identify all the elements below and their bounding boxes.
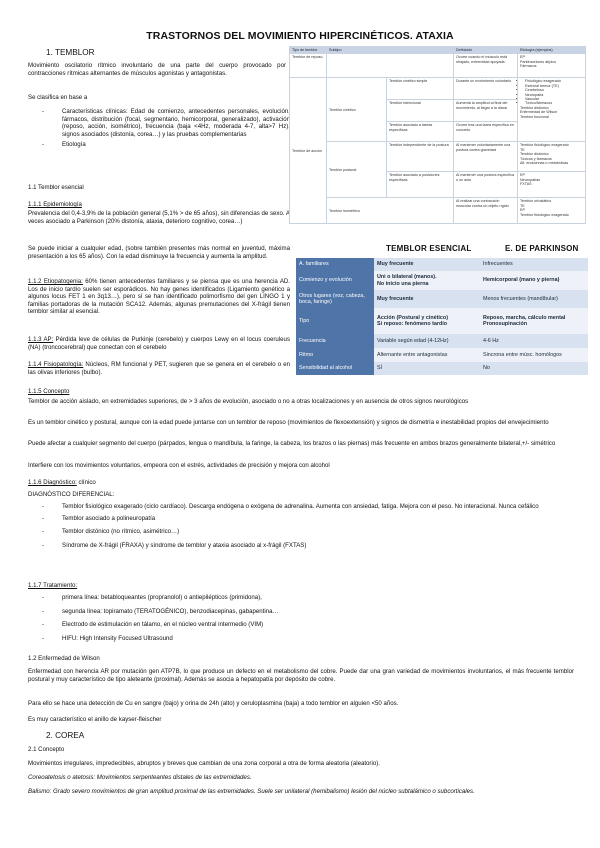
essential-vs-parkinson-table	[296, 258, 588, 375]
classify-item-clinical: - Características clínicas: Edad de comienzo, antecedentes personales, evolución, fármacos, distribución (focal, segmentario, hemicorporal, generalizado), activación (reposo, acción, isométrico), frecuencia (baja <4Hz, moderada 4-7, alta>7 Hz), signos asociados (distonía, corea…) y las pruebas complementarias	[28, 108, 290, 138]
table-cell: Ocurre tras una tarea específica en concreto	[454, 122, 518, 142]
compare-essential-cell: Muy frecuente	[374, 290, 480, 308]
tremor-intro: Movimiento oscilatorio rítmico involuntario de una parte del cuerpo provocado por contracciones rítmicas alternantes de músculos agonistas y antagonistas.	[28, 62, 286, 77]
sub-heading-essential: 1.1 Temblor esencial	[28, 184, 84, 191]
diag-text: clínico	[78, 479, 96, 486]
table-cell: Temblor asociado a tareas específicas	[387, 122, 454, 142]
treat-item: - primera línea: betabloqueantes (propranolol) o antiepilépticos (primidona),	[28, 594, 574, 602]
compare-parkinson-cell: Hemicorporal (mano y pierna)	[480, 271, 588, 290]
table-cell: Temblor de reposo	[290, 54, 327, 78]
classify-item-etiology: - Etiología	[28, 141, 290, 149]
concept-3: Puede afectar a cualquier segmento del cuerpo (párpados, lengua o mandíbula, la faringe, la cabeza, los brazos o las piernas) más frecuente en ambos brazos generalmente bilateral,+/- simétrico	[28, 440, 556, 447]
table-row	[296, 362, 588, 375]
compare-parkinson-cell: Infrecuentes	[480, 258, 588, 271]
concept-2: Es un temblor cinético y postural, aunque con la edad puede juntarse con un temblor de reposo (movimientos de flexoextensión) y signos de dismetría e inestabilidad propios del envejecimiento	[28, 419, 549, 426]
list-item: • Cerebeloso	[525, 88, 583, 92]
table-cell	[518, 78, 586, 142]
epi-text: Prevalencia del 0,4-3,9% de la población general (5,1% > de 65 años), sin diferencias de sexo. A veces asociado a Parkinson (20% distonía, ataxia, deterioro cognitivo, corea…)	[28, 210, 290, 225]
section-2-heading: 2. COREA	[46, 731, 85, 740]
etio-list	[520, 79, 583, 105]
list-item: Temblor distónico	[520, 105, 549, 110]
table-header-cell: Etiología (ejemplos)	[518, 47, 586, 54]
table-cell: Temblor cinético	[327, 78, 387, 142]
diff-item: - Síndrome de X-frágil (FRAXA) y síndrome de temblor y ataxia asociado al x-frágil (FXTAS)	[28, 542, 574, 550]
table-cell: Al mantener voluntariamente una postura contra gravedad	[454, 142, 518, 172]
treat-label: 1.1.7 Tratamiento:	[28, 582, 78, 589]
table-cell	[327, 54, 454, 78]
table-row	[290, 198, 586, 224]
table-header-cell: Subtipo	[327, 47, 454, 54]
corea-p1: Movimientos irregulares, impredecibles, abruptos y breves que cambian de una zona corporal a otra de forma aleatoria (aleatorio).	[28, 760, 380, 767]
compare-parkinson-cell: Menos frecuentes (mandíbular)	[480, 290, 588, 308]
corea-p2: Coreoatetosis o atetosis: Movimientos serpenteantes distales de las extremidades.	[28, 774, 252, 781]
table-row	[290, 142, 586, 172]
compare-essential-cell: Uni o bilateral (manos). No inicio una pierna	[374, 271, 480, 290]
list-item: • Tóxico/fármacos	[525, 101, 583, 105]
table-cell: Al realizar una contracción muscular contra un objeto rígido	[454, 198, 518, 224]
table-cell: Temblor postural	[327, 142, 387, 198]
treat-item: - HIFU: High Intensity Focused Ultrasound	[28, 635, 574, 643]
table-cell: Temblor cinético simple	[387, 78, 454, 100]
compare-row-label: Tipo	[296, 308, 374, 334]
table-header-row	[290, 47, 586, 54]
compare-parkinson-cell: Sincrona entre músc. homólogos	[480, 348, 588, 362]
diff-list	[28, 503, 574, 549]
compare-parkinson-cell: Reposo, marcha, cálculo mental Pronosupinación	[480, 308, 588, 334]
compare-row-label: Ritmo	[296, 348, 374, 362]
table-cell: EP Neuropatías FXTAS	[518, 172, 586, 198]
compare-col1-header: TEMBLOR ESENCIAL	[386, 244, 472, 253]
table-cell: Temblor ortostático TE EP Temblor fisiológico exagerado	[518, 198, 586, 224]
diff-label: DIAGNÓSTICO DIFERENCIAL:	[28, 491, 115, 498]
wilson-3: Es muy característico el anillo de kayser-fleischer	[28, 716, 162, 723]
compare-essential-cell: Muy frecuente	[374, 258, 480, 271]
diag-block	[28, 479, 96, 487]
wilson-1: Enfermedad con herencia AR por mutación gen ATP7B, lo que produce un defecto en el metabolismo del cobre. Puede dar una gran variedad de movimientos involuntarios, el más frecuente temblor postural y muy característico de tipo aleteante (proximal). Además se asocia a hepatopatía por depósito de cobre.	[28, 668, 574, 683]
compare-row-label: Otros lugares (voz, cabeza, boca, faringe)	[296, 290, 374, 308]
list-item: Temblor funcional	[520, 114, 549, 119]
compare-parkinson-cell: 4-6 Hz	[480, 334, 588, 348]
section-1-heading: 1. TEMBLOR	[46, 48, 95, 57]
table-cell: Aumenta la amplitud al final del movimiento, al llegar a la diana	[454, 100, 518, 122]
table-cell: Al mantener una postura específica o un acto	[454, 172, 518, 198]
table-cell: Temblor asociado a posiciones específicas	[387, 172, 454, 198]
tremor-classification-table	[289, 46, 586, 224]
diff-item: - Temblor asociado a polineuropatía	[28, 515, 574, 523]
table-cell: Ocurre cuando el músculo está relajado, extremidad apoyada	[454, 54, 518, 78]
compare-body	[296, 258, 588, 375]
corea-p3: Balismo: Grado severo movimientos de gran amplitud proximal de las extremidades. Suele ser unilateral (hemibalismo) lesión del núcleo subtalámico o subcorticales.	[28, 788, 475, 795]
table-row	[296, 290, 588, 308]
table-cell: Temblor fisiológico exagerado TE Temblor distónico Tóxicos y fármacos Alt. endocrinas o metabólicas	[518, 142, 586, 172]
neuro-label: 1.1.4 Fisiopatología:	[28, 361, 84, 368]
compare-row-label: A. familiares	[296, 258, 374, 271]
compare-col2-header: E. DE PARKINSON	[505, 244, 579, 253]
ap-block	[28, 336, 290, 351]
concept-1: Temblor de acción aislado, en extremidades superiores, de > 3 años de evolución, asociado o no a otras localizaciones y en ausencia de otros signos neurológicos	[28, 398, 469, 405]
table-row	[296, 348, 588, 362]
table-cell: Temblor intencional	[387, 100, 454, 122]
compare-parkinson-cell: No	[480, 362, 588, 375]
compare-row-label: Frecuencia	[296, 334, 374, 348]
list-item: • Vascular	[525, 97, 583, 101]
neuro-block	[28, 361, 290, 376]
ap-text: Pérdida leve de células de Purkinje (cerebelo) y cuerpos Lewy en el locus coeruleus (NA) (troncocerebral) que conectan con el cerebelo	[28, 336, 290, 351]
list-item: • Fisiológico exagerado	[525, 79, 583, 83]
ap-label: 1.1.3 AP:	[28, 336, 54, 343]
table-cell: Temblor isométrico	[327, 198, 454, 224]
list-item: Enfermedad de Wilson	[520, 110, 558, 115]
table-cell: EP Parkinsonismo atípico Fármacos	[518, 54, 586, 78]
wilson-label: 1.2 Enfermedad de Wilson	[28, 655, 100, 662]
concept-label: 1.1.5 Concepto	[28, 388, 70, 395]
table-cell: Temblor de acción	[290, 78, 327, 224]
compare-essential-cell: Alternante entre antagonistas	[374, 348, 480, 362]
compare-row-label: Sensibilidad al alcohol	[296, 362, 374, 375]
treat-list	[28, 594, 574, 642]
table-row	[290, 54, 586, 78]
list-item: • Esencial tremor (TE)	[525, 84, 583, 88]
list-item: • Neuropatía	[525, 93, 583, 97]
diff-item: - Temblor fisiológico exagerado (ciclo cardíaco). Descarga endógena o exógena de adrenalina. Aumenta con ansiedad, fatiga. Mejora con el peso. No interacional. Nunca cefálico	[28, 503, 574, 511]
compare-essential-cell: Variable según edad (4-12Hz)	[374, 334, 480, 348]
diff-item: - Temblor distónico (no rítmico, asimétrico…)	[28, 528, 574, 536]
treat-item: - segunda línea: topiramato (TERATOGÉNICO), benzodiacepinas, gabapentina…	[28, 608, 574, 616]
compare-essential-cell: Acción (Postural y cinético) Si reposo: fenómeno tardío	[374, 308, 480, 334]
table-row	[296, 334, 588, 348]
wilson-2: Para ello se hace una detección de Cu en sangre (bajo) y orina de 24h (alto) y ceruloplasmina (baja) a todo temblor en alguien <50 años.	[28, 700, 399, 707]
epi-label: 1.1.1 Epidemiología	[28, 201, 82, 208]
compare-essential-cell: SÍ	[374, 362, 480, 375]
table-row	[296, 258, 588, 271]
concept-4: Interfiere con los movimientos voluntarios, empeora con el estrés, actividades de precisión y mejora con alcohol	[28, 462, 330, 469]
classify-line: Se clasifica en base a	[28, 94, 88, 101]
corea-subheading: 2.1 Concepto	[28, 746, 65, 753]
table-row	[296, 308, 588, 334]
table-header-cell: Tipo de temblor	[290, 47, 327, 54]
compare-row-label: Comienzo y evolución	[296, 271, 374, 290]
table-header-cell: Definición	[454, 47, 518, 54]
page-title: TRASTORNOS DEL MOVIMIENTO HIPERCINÉTICOS. ATAXIA	[146, 30, 454, 42]
table-cell: Temblor independiente de la postura	[387, 142, 454, 172]
diag-label: 1.1.6 Diagnóstico:	[28, 479, 77, 486]
treat-item: - Electrodo de estimulación en tálamo, en el núcleo ventral intermedio (VIM)	[28, 621, 574, 629]
etio-text: 60% tienen antecedentes familiares y se piensa que es una herencia AD. Los de inicio tardío suelen ser esporádicos. No hay genes identificados (Ligamiento genético a algunos locus FET 1 en 3q13…), pero sí se han identificado polimorfismo del gen LINGO 1 y familias portadoras de la mutación SCA12. Además, algunas premutaciones del X-frágil tienen temblor similar al esencial.	[28, 278, 290, 316]
table-row	[290, 78, 586, 100]
classify-list	[28, 108, 290, 149]
table-row	[296, 271, 588, 290]
etio-label: 1.1.2 Etiopatogenia:	[28, 278, 83, 285]
age-text: Se puede iniciar a cualquier edad, (sobre también presentes más normal en juventud, máxima presentación a los 65 años). Con la edad disminuye la frecuencia y aumenta la amplitud.	[28, 245, 290, 260]
table-cell: Durante un movimiento voluntario	[454, 78, 518, 100]
neuro-text: Núcleos, RM funcional y PET, sugieren que se genera en el cerebelo o en las olivas inferiores (bulbo).	[28, 361, 290, 376]
etio-block	[28, 278, 290, 316]
